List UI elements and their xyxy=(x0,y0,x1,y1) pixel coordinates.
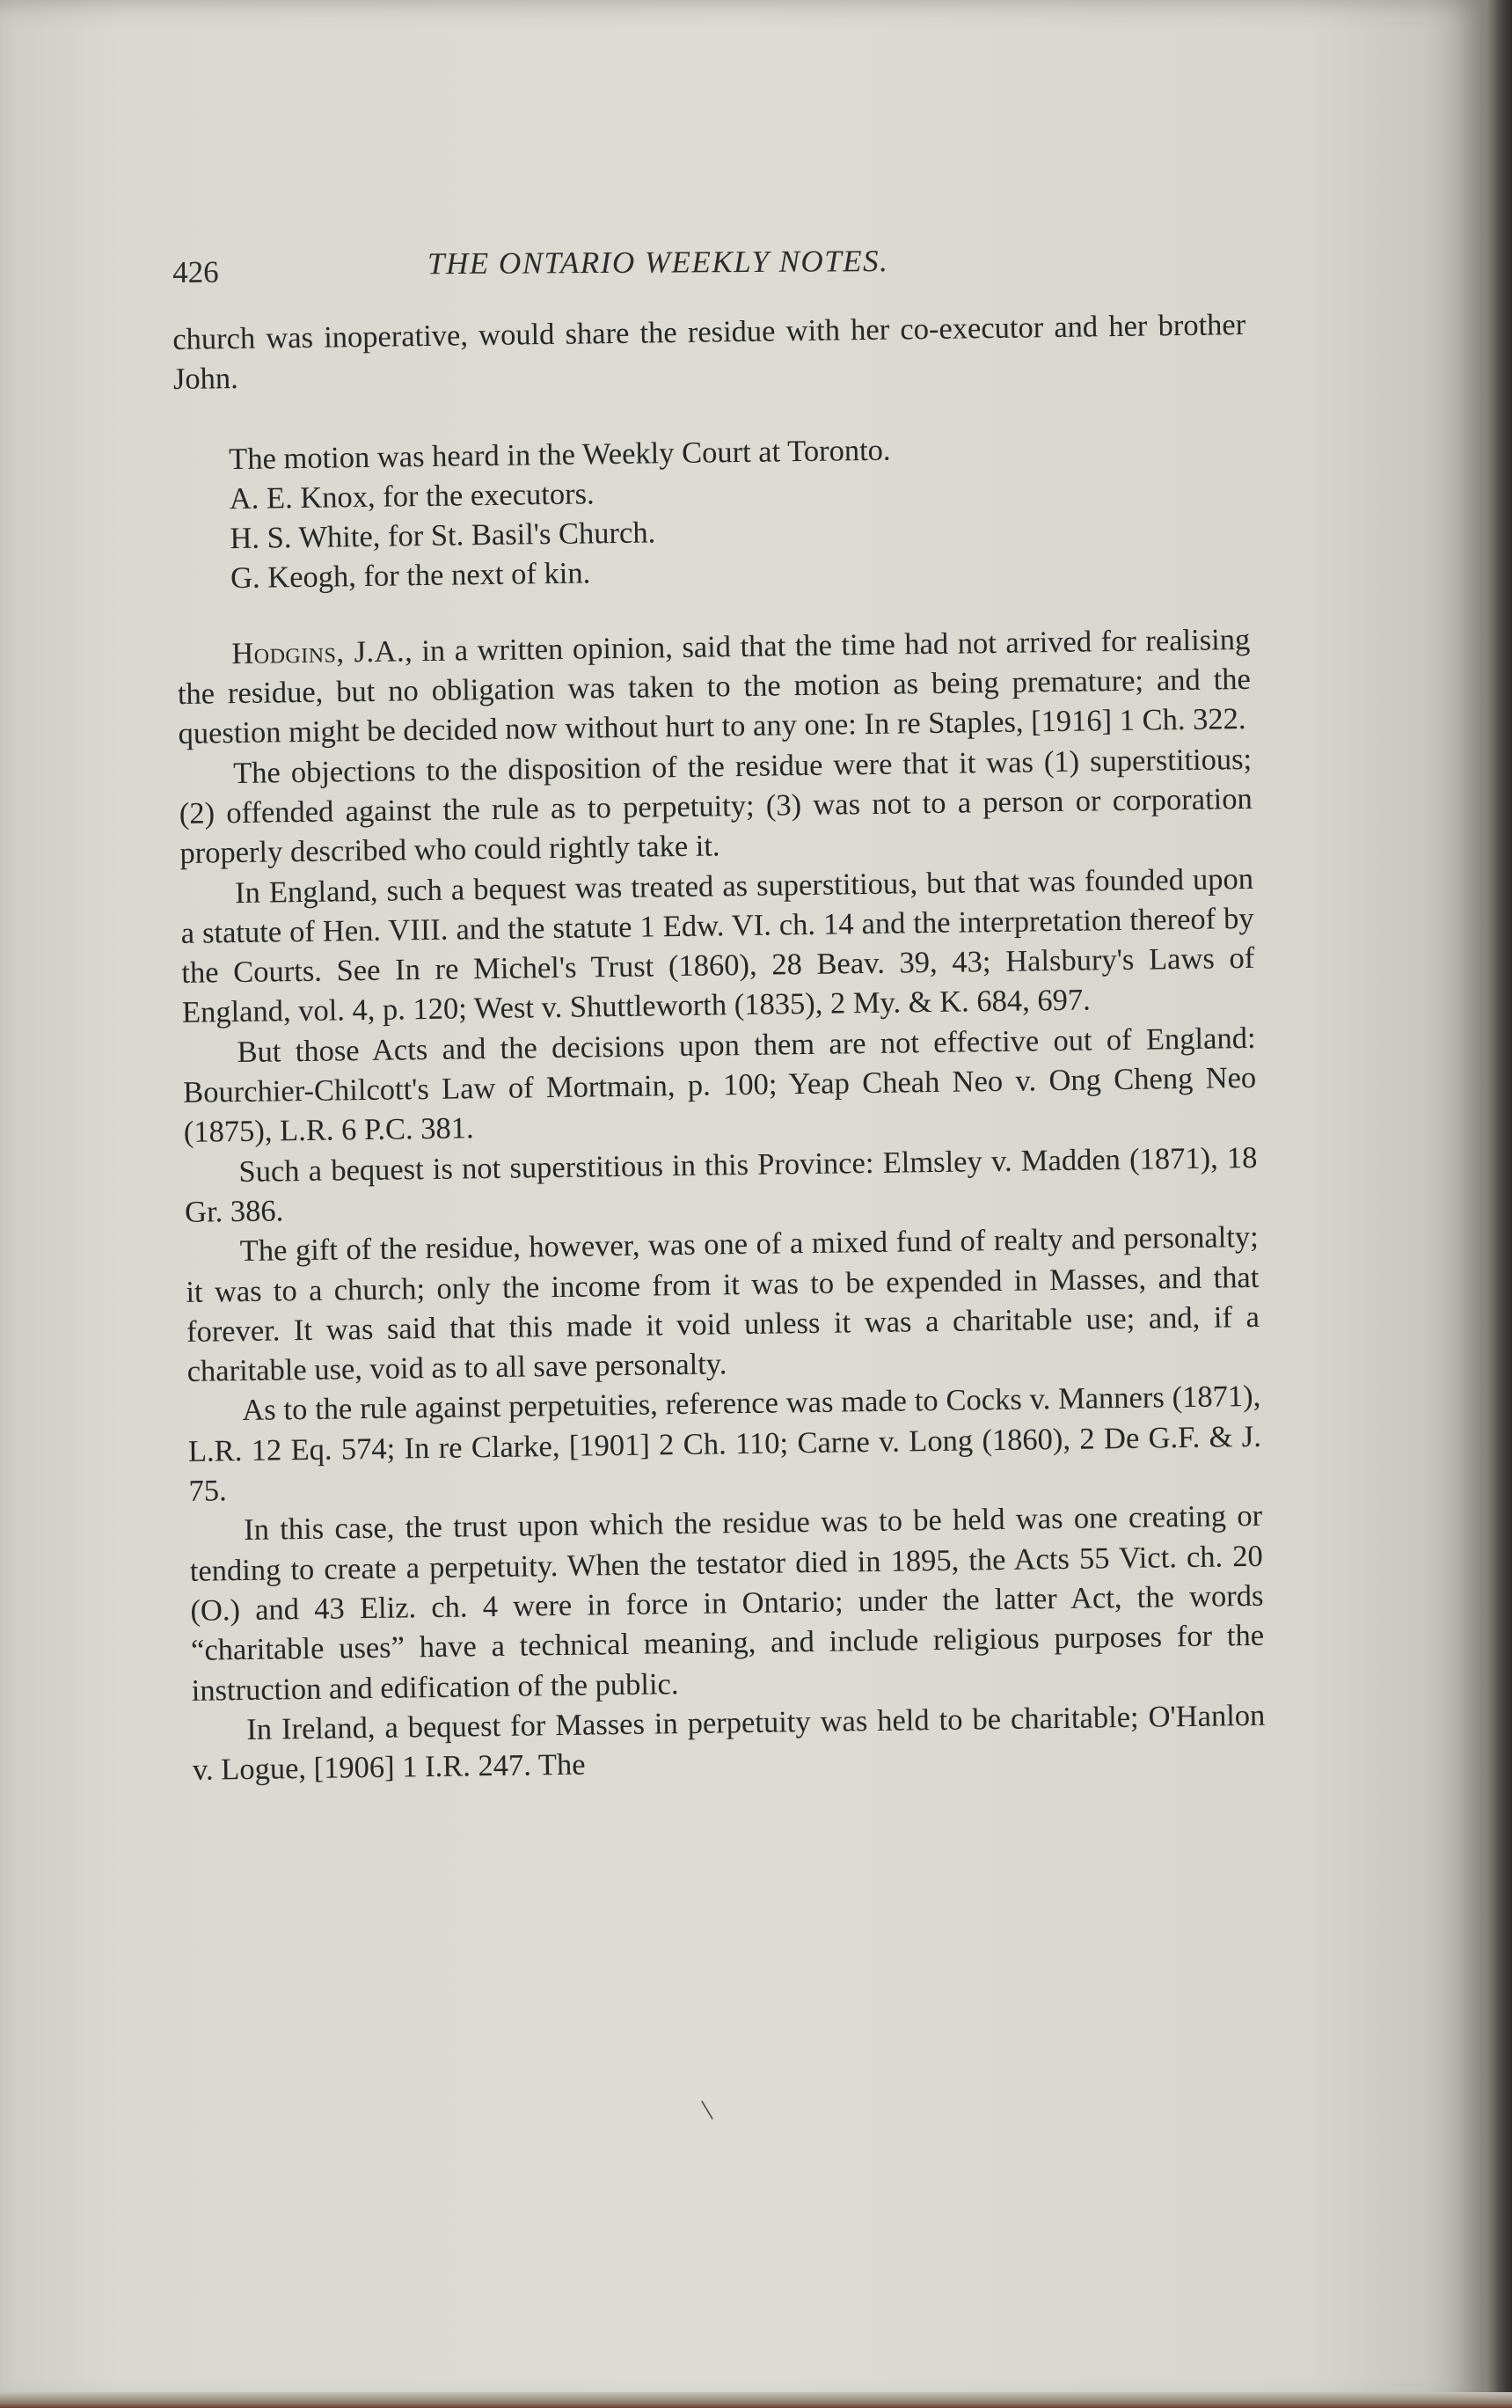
paragraph-opinion xyxy=(177,620,1252,755)
page-number: 426 xyxy=(172,254,219,289)
judge-name: Hodgins, J.A. xyxy=(231,634,405,670)
paragraph-acts: But those Acts and the decisions upon them are not effective out of England: Bourchier-Chilcott's Law of Mortmain, p. 100; Yeap Cheah Neo v. Ong Cheng Neo (1875), L.R. 6 P.C. 381. xyxy=(182,1021,1257,1150)
page-header xyxy=(172,241,1254,292)
counsel-executors: A. E. Knox, for the executors. xyxy=(229,477,595,516)
paragraph-perpetuities: As to the rule against perpetuities, reference was made to Cocks v. Manners (1871), L.R. 12 Eq. 574; In re Clarke, [1901] 2 Ch. 110; Carne v. Long (1860), 2 De G.F. & J. 75. xyxy=(187,1380,1262,1508)
running-title: THE ONTARIO WEEKLY NOTES. xyxy=(427,244,889,282)
paragraph-continuation: church was inoperative, would share the residue with her co-executor and her brother John. xyxy=(172,307,1246,397)
paragraph-gift: The gift of the residue, however, was one of a mixed fund of realty and personalty; it was to a church; only the income from it was to be expended in Masses, and that forever. It was said that this made it void unless it was a charitable use; and, if a charitable use, void as to all save personalty. xyxy=(186,1220,1260,1389)
counsel-church: H. S. White, for St. Basil's Church. xyxy=(230,516,656,556)
paragraph-trust: In this case, the trust upon which the residue was to be held was one creating or tending to create a perpetuity. When the testator died in 1895, the Acts 55 Vict. ch. 20 (O.) and 43 Eliz. ch. 4 were in force in Ontario; under the latter Act, the words “charitable uses” have a technical meaning, and include religious purposes for the instruction and edification of the public. xyxy=(189,1499,1265,1708)
paragraph-objections: The objections to the disposition of the residue were that it was (1) superstitious; (2) offended against the rule as to perpetuity; (3) was not to a person or corporation properly described who could rightly take it. xyxy=(179,742,1253,871)
paragraph-motion: The motion was heard in the Weekly Court at Toronto. xyxy=(228,433,891,476)
paragraph-england: In England, such a bequest was treated as superstitious, but that was founded upon a statute of Hen. VIII. and the statute 1 Edw. VI. ch. 14 and the interpretation thereof by the Courts. See In re Michel's Trust (1860), 28 Beav. 39, 43; Halsbury's Laws of England, vol. 4, p. 120; West v. Shuttleworth (1835), 2 My. & K. 684, 697. xyxy=(180,861,1255,1030)
opinion-text: , in a written opinion, said that the time had not arrived for realising the residue, but no obligation was taken to the motion as being premature; and the question might be decided now without hurt to any one: In re Staples, [1916] 1 Ch. 322. xyxy=(177,622,1252,751)
stray-mark: / xyxy=(692,2097,723,2125)
body-text xyxy=(172,305,1266,1790)
paragraph-ireland: In Ireland, a bequest for Masses in perpetuity was held to be charitable; O'Hanlon v. Logue, [1906] 1 I.R. 247. The xyxy=(192,1698,1266,1787)
paragraph-province: Such a bequest is not superstitious in this Province: Elmsley v. Madden (1871), 18 Gr. 386. xyxy=(184,1140,1258,1229)
book-spine-shadow xyxy=(1486,0,1512,2408)
counsel-next-of-kin: G. Keogh, for the next of kin. xyxy=(230,556,591,596)
page-bottom-edge xyxy=(0,2392,1512,2408)
